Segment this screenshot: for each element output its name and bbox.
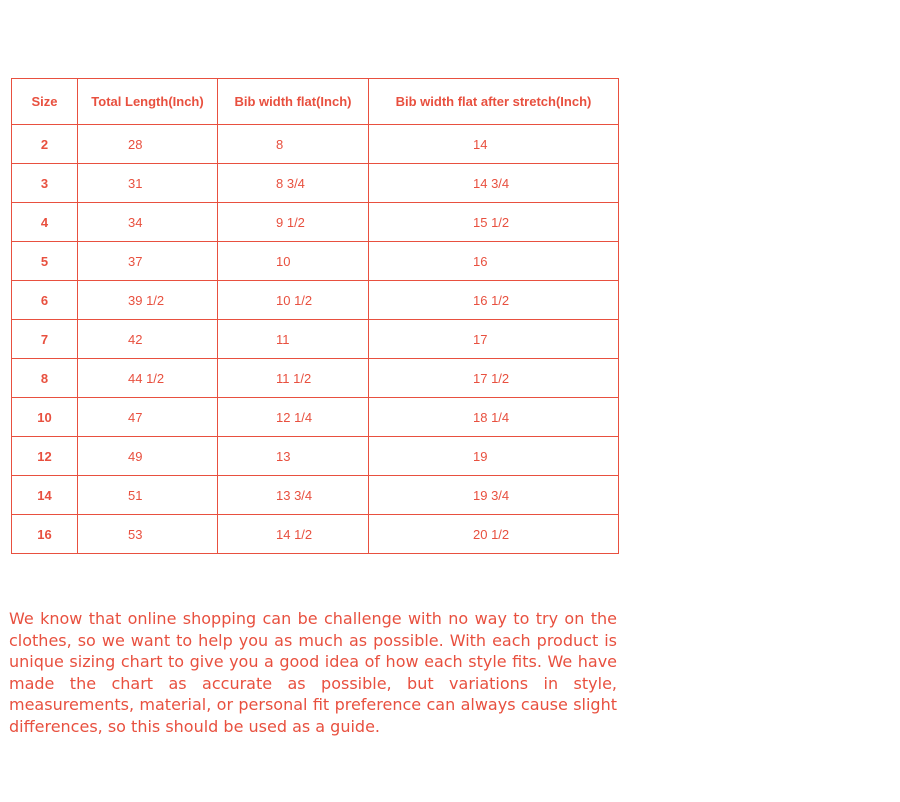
- cell-total-length: 51: [78, 476, 218, 515]
- cell-bib-width-flat: 8 3/4: [218, 164, 369, 203]
- cell-total-length: 39 1/2: [78, 281, 218, 320]
- cell-bib-width-flat: 11: [218, 320, 369, 359]
- cell-total-length: 47: [78, 398, 218, 437]
- cell-size: 7: [12, 320, 78, 359]
- cell-bib-width-flat: 11 1/2: [218, 359, 369, 398]
- cell-bib-width-stretch: 14: [369, 125, 619, 164]
- cell-size: 14: [12, 476, 78, 515]
- cell-bib-width-stretch: 19 3/4: [369, 476, 619, 515]
- cell-total-length: 31: [78, 164, 218, 203]
- sizing-note: We know that online shopping can be challenge with no way to try on the clothes, so we want to help you as much as possible. With each product is unique sizing chart to give you a good idea of how each style fits. We have made the chart as accurate as possible, but variations in style, measurements, material, or personal fit preference can always cause slight differences, so this should be used as a guide.: [9, 609, 617, 736]
- cell-bib-width-flat: 12 1/4: [218, 398, 369, 437]
- cell-bib-width-flat: 13 3/4: [218, 476, 369, 515]
- cell-size: 16: [12, 515, 78, 554]
- cell-bib-width-stretch: 17 1/2: [369, 359, 619, 398]
- cell-bib-width-flat: 10 1/2: [218, 281, 369, 320]
- table-header-row: [12, 79, 619, 125]
- cell-bib-width-flat: 8: [218, 125, 369, 164]
- header-total-length: Total Length(Inch): [78, 79, 218, 125]
- cell-bib-width-flat: 10: [218, 242, 369, 281]
- cell-total-length: 34: [78, 203, 218, 242]
- cell-bib-width-stretch: 16: [369, 242, 619, 281]
- size-chart-table: [11, 78, 619, 554]
- table-row: [12, 125, 619, 164]
- header-size: Size: [12, 79, 78, 125]
- cell-bib-width-stretch: 20 1/2: [369, 515, 619, 554]
- cell-total-length: 37: [78, 242, 218, 281]
- cell-size: 2: [12, 125, 78, 164]
- cell-bib-width-stretch: 16 1/2: [369, 281, 619, 320]
- cell-bib-width-stretch: 18 1/4: [369, 398, 619, 437]
- cell-total-length: 42: [78, 320, 218, 359]
- cell-size: 12: [12, 437, 78, 476]
- cell-bib-width-stretch: 17: [369, 320, 619, 359]
- cell-bib-width-flat: 14 1/2: [218, 515, 369, 554]
- cell-size: 4: [12, 203, 78, 242]
- cell-size: 8: [12, 359, 78, 398]
- table-row: [12, 437, 619, 476]
- table-row: [12, 320, 619, 359]
- table-row: [12, 515, 619, 554]
- cell-size: 6: [12, 281, 78, 320]
- table-row: [12, 476, 619, 515]
- table-row: [12, 242, 619, 281]
- table-row: [12, 281, 619, 320]
- cell-bib-width-stretch: 19: [369, 437, 619, 476]
- cell-total-length: 44 1/2: [78, 359, 218, 398]
- table-row: [12, 164, 619, 203]
- cell-total-length: 49: [78, 437, 218, 476]
- cell-size: 3: [12, 164, 78, 203]
- cell-bib-width-flat: 13: [218, 437, 369, 476]
- cell-size: 5: [12, 242, 78, 281]
- cell-total-length: 53: [78, 515, 218, 554]
- cell-bib-width-stretch: 15 1/2: [369, 203, 619, 242]
- cell-bib-width-stretch: 14 3/4: [369, 164, 619, 203]
- table-row: [12, 359, 619, 398]
- cell-bib-width-flat: 9 1/2: [218, 203, 369, 242]
- table-row: [12, 398, 619, 437]
- cell-size: 10: [12, 398, 78, 437]
- cell-total-length: 28: [78, 125, 218, 164]
- header-bib-width-stretch: Bib width flat after stretch(Inch): [369, 79, 619, 125]
- table-row: [12, 203, 619, 242]
- header-bib-width-flat: Bib width flat(Inch): [218, 79, 369, 125]
